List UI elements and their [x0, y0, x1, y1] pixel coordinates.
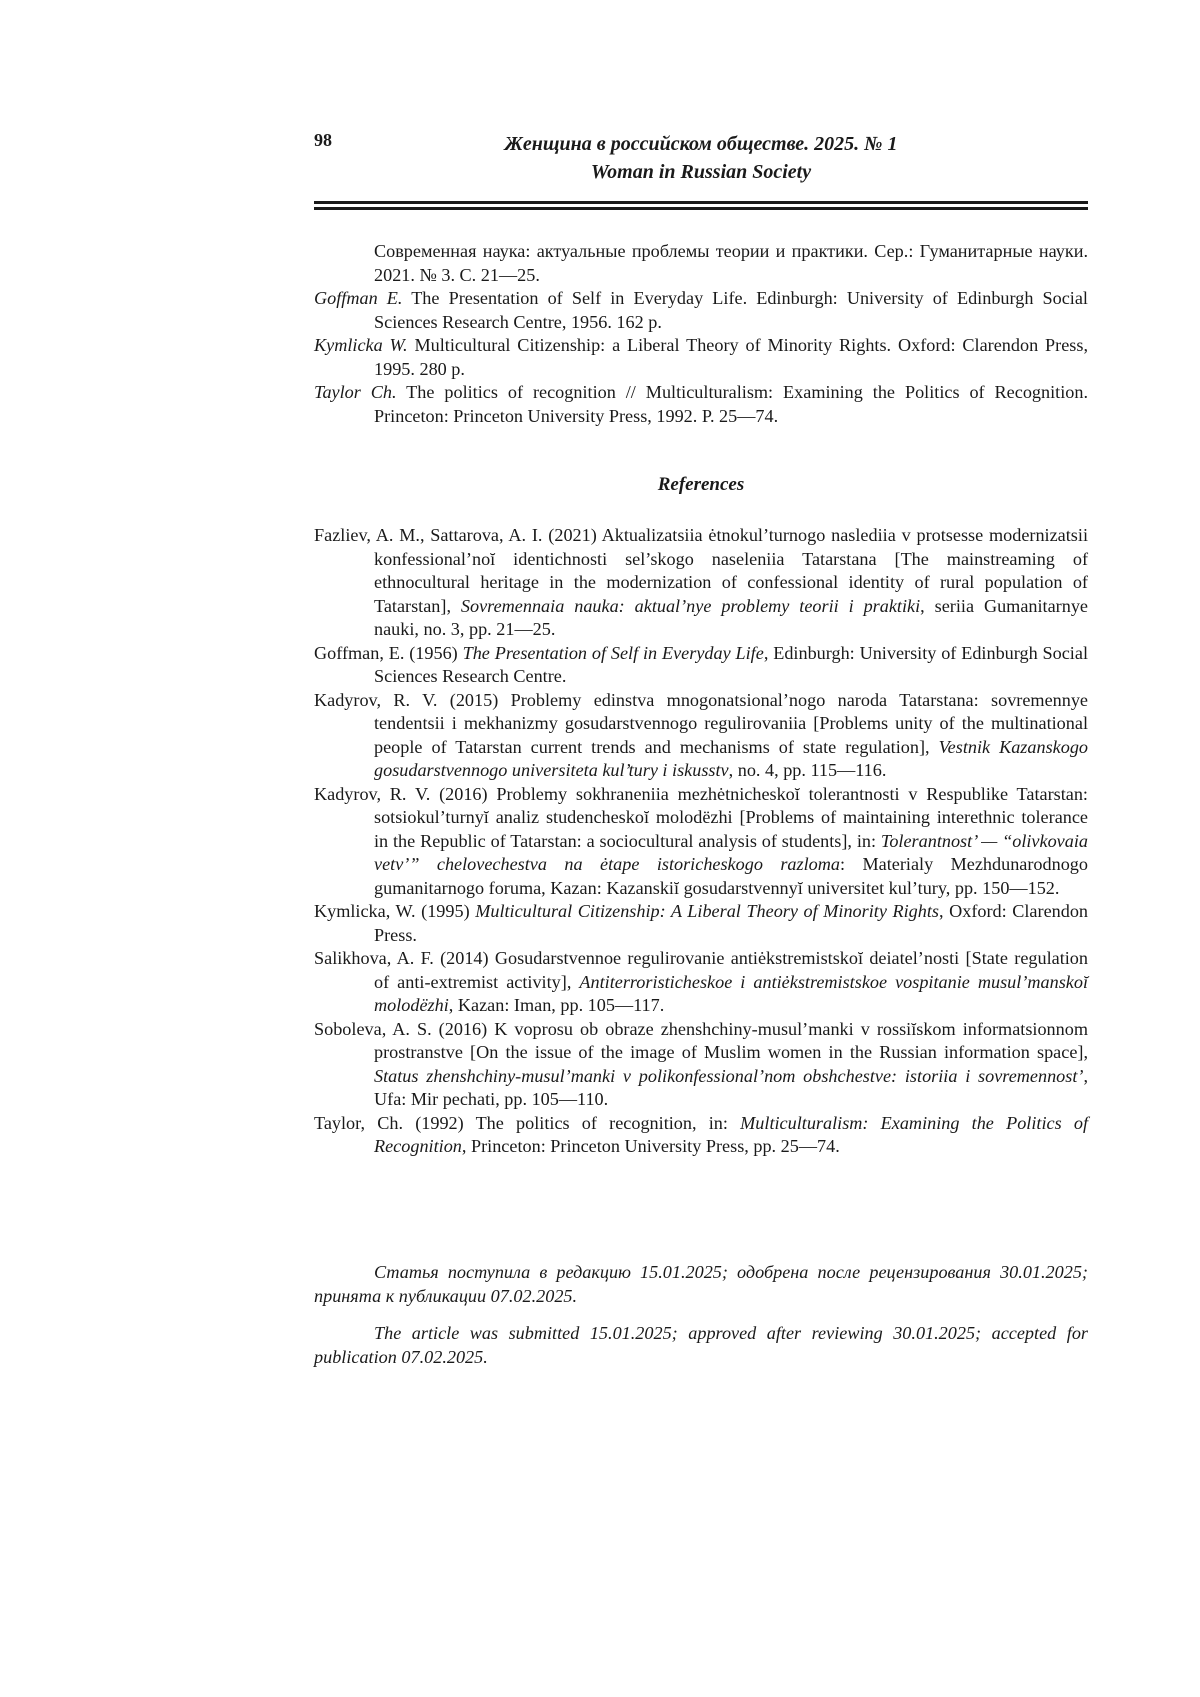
journal-title-ru: Женщина в российском обществе. 2025. № 1 [314, 130, 1088, 158]
header-rule-bottom [314, 207, 1088, 210]
references-heading: References [314, 474, 1088, 496]
reference-text: Soboleva, A. S. (2016) K voprosu ob obraze zhenshchiny-musul’manki v rossiĭskom informatsionnom prostranstve [On the issue of the image of Muslim women in the Russian information space], [314, 1019, 1088, 1063]
bibliography-top [314, 240, 1088, 428]
reference-entry [314, 1112, 1088, 1159]
page-number: 98 [314, 130, 332, 151]
reference-source: Status zhenshchiny-musul’manki v polikonfessional’nom obshchestve: istoriia i sovremennost’ [374, 1066, 1083, 1086]
reference-text: Goffman, E. (1956) [314, 643, 463, 663]
journal-title-en: Woman in Russian Society [314, 158, 1088, 186]
header-rule-top [314, 201, 1088, 204]
references-list [314, 524, 1088, 1159]
reference-source: Vestnik Kazanskogo gosudarstvennogo universiteta kul’tury i iskusstv [374, 737, 1088, 781]
reference-entry [314, 1018, 1088, 1112]
bib-entry-text: Multicultural Citizenship: a Liberal Theory of Minority Rights. Oxford: Clarendon Press, 1995. 280 p. [374, 335, 1088, 379]
reference-entry [314, 900, 1088, 947]
bib-entry-author: Taylor Ch. [314, 382, 397, 402]
reference-text: Kadyrov, R. V. (2016) Problemy sokhraneniia mezhėtnicheskoĭ tolerantnosti v Respublike Tatarstan: sotsiokul’turnyĭ analiz studencheskoĭ molodëzhi [Problems of maintaining interethnic tolerance in the Republic of Tatarstan: a sociocultural analysis of students], in: [314, 784, 1088, 851]
reference-source: Tolerantnost’ — “olivkovaia vetv’” chelovechestva na ėtape istoricheskogo razloma [374, 831, 1088, 875]
bib-entry-text: The Presentation of Self in Everyday Life. Edinburgh: University of Edinburgh Social Sciences Research Centre, 1956. 162 p. [374, 288, 1088, 332]
reference-details: , Edinburgh: University of Edinburgh Social Sciences Research Centre. [374, 643, 1088, 687]
reference-details: , Ufa: Mir pechati, pp. 105—110. [374, 1066, 1088, 1110]
reference-source: Antiterroristicheskoe i antiėkstremistskoe vospitanie musul’manskoĭ molodëzhi [374, 972, 1088, 1016]
bib-entry [314, 240, 1088, 287]
reference-details: , Princeton: Princeton University Press, pp. 25—74. [462, 1136, 840, 1156]
reference-entry [314, 783, 1088, 901]
reference-text: Taylor, Ch. (1992) The politics of recognition, in: [314, 1113, 740, 1133]
reference-details: , Oxford: Clarendon Press. [374, 901, 1088, 945]
bib-entry [314, 334, 1088, 381]
submission-note-ru: Статья поступила в редакцию 15.01.2025; одобрена после рецензирования 30.01.2025; принята к публикации 07.02.2025. [314, 1261, 1088, 1308]
reference-details: , no. 4, pp. 115—116. [729, 760, 887, 780]
reference-source: Sovremennaia nauka: aktual’nye problemy teorii i praktiki [461, 596, 920, 616]
reference-details: , seriia Gumanitarnye nauki, no. 3, pp. 21—25. [374, 596, 1088, 640]
bib-entry [314, 381, 1088, 428]
reference-entry [314, 524, 1088, 642]
reference-source: The Presentation of Self in Everyday Life [463, 643, 764, 663]
reference-details: , Kazan: Iman, pp. 105—117. [449, 995, 665, 1015]
reference-entry [314, 642, 1088, 689]
reference-source: Multicultural Citizenship: A Liberal Theory of Minority Rights [475, 901, 939, 921]
submission-note-en: The article was submitted 15.01.2025; approved after reviewing 30.01.2025; accepted for publication 07.02.2025. [314, 1322, 1088, 1369]
reference-text: Fazliev, A. M., Sattarova, A. I. (2021) Aktualizatsiia ėtnokul’turnogo naslediia v protsesse modernizatsii konfessional’noĭ identichnosti sel’skogo naseleniia Tatarstana [The mainstreaming of ethnocultural heritage in the modernization of confessional identity of rural population of Tatarstan], [314, 525, 1088, 616]
bib-entry-text: The politics of recognition // Multiculturalism: Examining the Politics of Recognition. Princeton: Princeton University Press, 1992. P. 25—74. [374, 382, 1088, 426]
bib-entry-author: Kymlicka W. [314, 335, 408, 355]
reference-text: Salikhova, A. F. (2014) Gosudarstvennoe regulirovanie antiėkstremistskoĭ deiatel’nosti [State regulation of anti-extremist activity], [314, 948, 1088, 992]
reference-entry [314, 689, 1088, 783]
reference-details: : Materialy Mezhdunarodnogo gumanitarnogo foruma, Kazan: Kazanskiĭ gosudarstvennyĭ universitet kul’tury, pp. 150—152. [374, 854, 1088, 898]
running-header [314, 130, 1088, 186]
bib-entry-text: Современная наука: актуальные проблемы теории и практики. Сер.: Гуманитарные науки. 2021. № 3. С. 21—25. [374, 241, 1088, 285]
bib-entry-author: Goffman E. [314, 288, 402, 308]
reference-text: Kymlicka, W. (1995) [314, 901, 475, 921]
bib-entry [314, 287, 1088, 334]
reference-source: Multiculturalism: Examining the Politics of Recognition [374, 1113, 1088, 1157]
reference-entry [314, 947, 1088, 1018]
reference-text: Kadyrov, R. V. (2015) Problemy edinstva mnogonatsional’nogo naroda Tatarstana: sovremennye tendentsii i mekhanizmy gosudarstvennogo regulirovaniia [Problems unity of the multinational people of Tatarstan current trends and mechanisms of state regulation], [314, 690, 1088, 757]
